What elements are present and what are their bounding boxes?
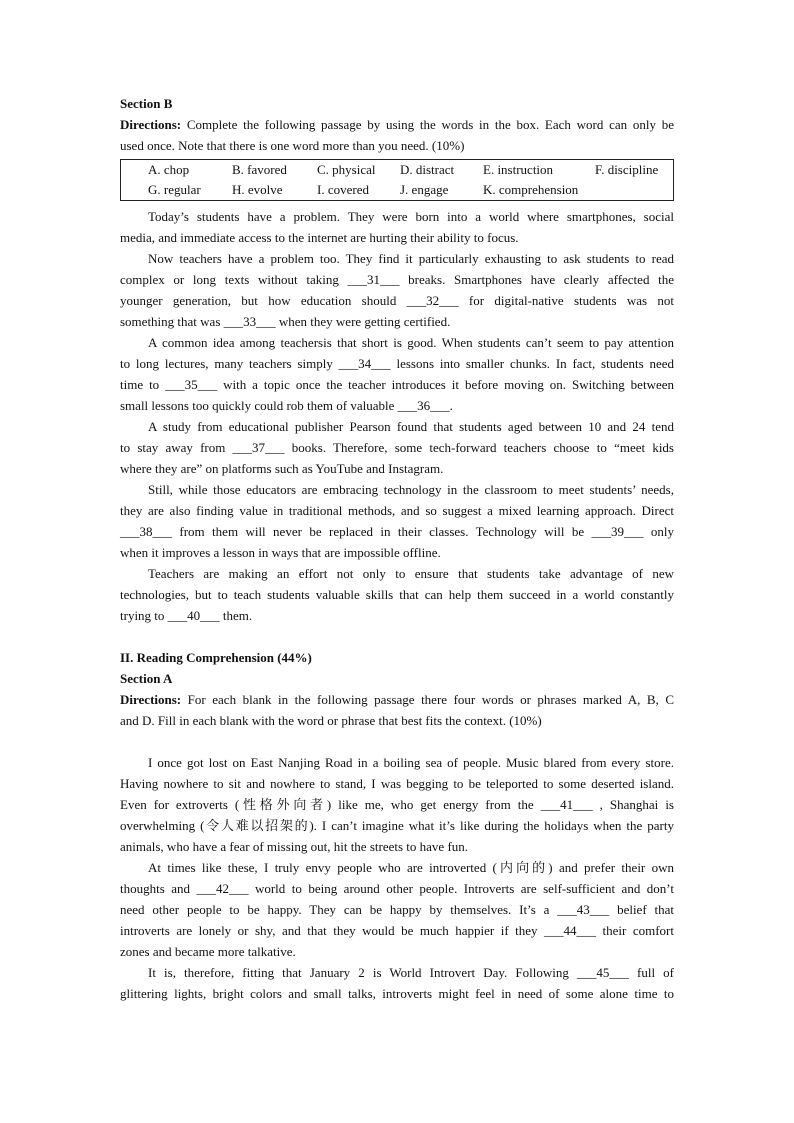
word-option: D. distract [400,162,455,177]
content [120,93,674,1004]
passage-a-line: thoughts and ___42___ world to being around other people. Introverts are self-sufficient and don’t [120,881,674,896]
passage-a-line: It is, therefore, fitting that January 2 is World Introvert Day. Following ___45___ full of [148,965,674,980]
passage-b-line: to long lectures, many teachers simply ___34___ lessons into smaller chunks. In fact, students need [120,356,674,371]
passage-a-line: glittering lights, bright colors and small talks, introverts might feel in need of some alone time to [120,986,674,1001]
passage-b-line: where they are” on platforms such as YouTube and Instagram. [120,461,444,476]
directions-text: Complete the following passage by using the words in the box. Each word can only be [186,117,674,132]
passage-b-line: Today’s students have a problem. They were born into a world where smartphones, social [148,209,674,224]
section-a-directions-line-2: and D. Fill in each blank with the word or phrase that best fits the context. (10%) [120,713,542,728]
word-option: J. engage [400,182,449,197]
passage-a-line: At times like these, I truly envy people who are introverted (内向的) and prefer their own [148,860,674,875]
word-option: A. chop [148,162,190,177]
passage-b-line: something that was ___33___ when they were getting certified. [120,314,451,329]
section-b-directions-line-2: used once. Note that there is one word more than you need. (10%) [120,138,465,153]
word-box [120,159,674,201]
spacer [120,626,674,647]
passage-b-line: technologies, but to teach students valuable skills that can help them succeed in a world constantly [120,587,674,602]
passage-b-line: A study from educational publisher Pearson found that students aged between 10 and 24 tend [148,419,674,434]
passage-a-line: Having nowhere to sit and nowhere to stand, I was begging to be teleported to some deserted island. [120,776,674,791]
passage-b-line: media, and immediate access to the internet are hurting their ability to focus. [120,230,519,245]
directions-label: Directions: [120,692,182,707]
passage-a-line: introverts are lonely or shy, and that they would be much happier if they ___44___ their comfort [120,923,674,938]
passage-a-line: I once got lost on East Nanjing Road in a boiling sea of people. Music blared from every store. [148,755,674,770]
word-option: F. discipline [595,162,659,177]
word-option: B. favored [232,162,287,177]
passage-a-line: animals, who have a fear of missing out, hit the streets to have fun. [120,839,469,854]
word-option: I. covered [317,182,369,197]
word-option: K. comprehension [483,182,579,197]
part-ii-heading: II. Reading Comprehension (44%) [120,650,312,665]
word-option: H. evolve [232,182,283,197]
directions-label: Directions: [120,117,182,132]
spacer [120,731,674,752]
passage-b-line: ___38___ from them will never be replaced in their classes. Technology will be ___39___ only [120,524,674,539]
passage-b-line: younger generation, but how education should ___32___ for digital-native students was not [120,293,674,308]
passage-b-line: trying to ___40___ them. [120,608,253,623]
section-b-directions-line-1 [120,114,674,135]
passage-a-line: overwhelming (令人难以招架的). I can’t imagine what it’s like during the holidays when the party [120,818,674,833]
passage-b-line: small lessons too quickly could rob them of valuable ___36___. [120,398,453,413]
passage-b-line: Still, while those educators are embracing technology in the classroom to meet students’ needs, [148,482,674,497]
directions-text: For each blank in the following passage there four words or phrases marked A, B, C [187,692,675,707]
passage-b-line: complex or long texts without taking ___31___ breaks. Smartphones have clearly affected the [120,272,674,287]
passage-a-line: Even for extroverts (性格外向者) like me, who get energy from the ___41___ , Shanghai is [120,797,674,812]
passage-a-line: need other people to be happy. They can be happy by themselves. It’s a ___43___ belief that [120,902,674,917]
passage-b-line: Now teachers have a problem too. They find it particularly exhausting to ask students to read [148,251,674,266]
word-option: E. instruction [483,162,554,177]
section-a-heading: Section A [120,671,173,686]
passage-a-line: zones and became more talkative. [120,944,296,959]
passage-b-line: when it improves a lesson in ways that are impossible offline. [120,545,441,560]
passage-b-line: to stay away from ___37___ books. Therefore, some tech-forward teachers choose to “meet kids [120,440,674,455]
passage-b-line: A common idea among teachersis that short is good. When students can’t seem to pay attention [148,335,674,350]
passage-b-line: they are also finding value in traditional methods, and so suggest a mixed learning approach. Direct [120,503,674,518]
passage-b-line: time to ___35___ with a topic once the teacher introduces it before moving on. Switching between [120,377,674,392]
section-a-directions-line-1 [120,689,674,710]
passage-b-line: Teachers are making an effort not only to ensure that students take advantage of new [148,566,674,581]
section-b-heading: Section B [120,96,173,111]
word-option: C. physical [317,162,376,177]
word-option: G. regular [148,182,201,197]
